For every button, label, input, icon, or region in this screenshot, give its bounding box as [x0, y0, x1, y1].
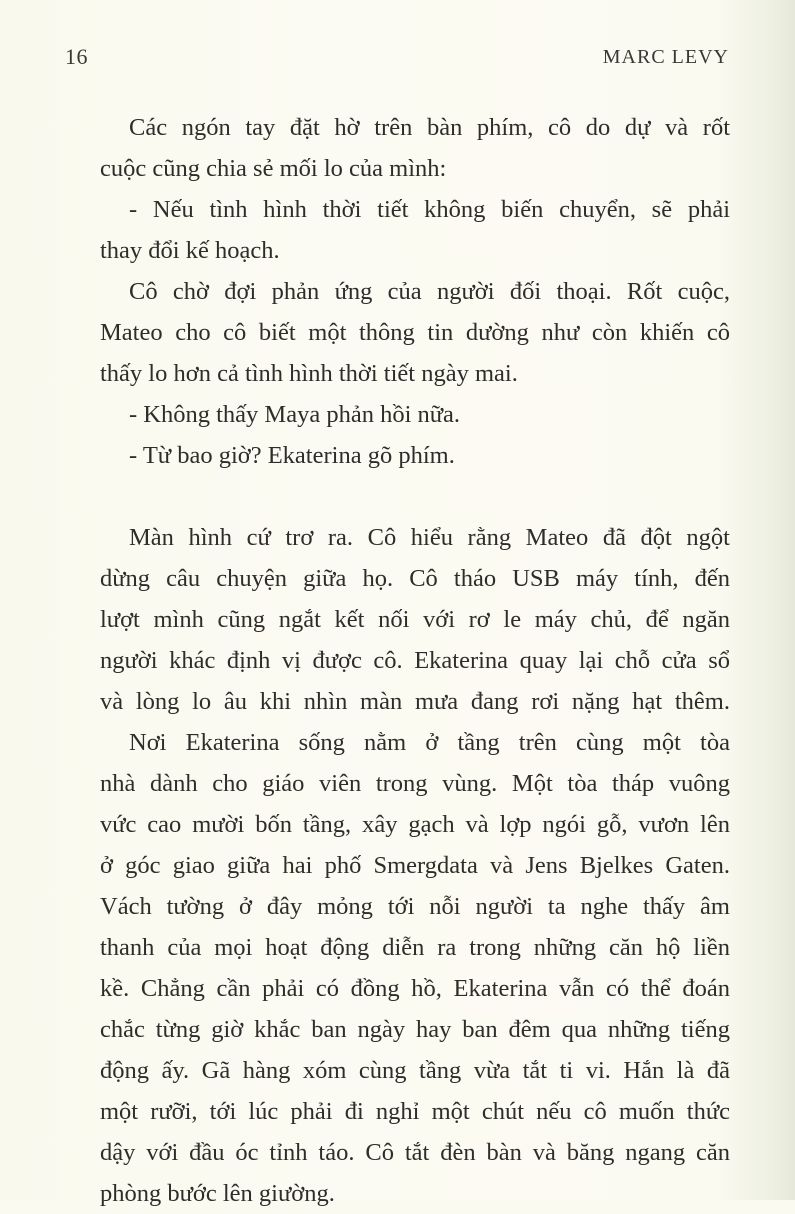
text-line: nhà dành cho giáo viên trong vùng. Một tòa tháp vuông	[100, 770, 730, 797]
text-line: Mateo cho cô biết một thông tin dường như còn khiến cô	[100, 319, 730, 346]
text-line: lượt mình cũng ngắt kết nối với rơ le máy chủ, để ngăn	[100, 606, 730, 633]
text-line: kề. Chẳng cần phải có đồng hồ, Ekaterina vẫn có thể đoán	[100, 975, 730, 1002]
text-line: Màn hình cứ trơ ra. Cô hiểu rằng Mateo đã đột ngột	[129, 524, 730, 551]
text-line: cuộc cũng chia sẻ mối lo của mình:	[100, 155, 447, 182]
text-line: thấy lo hơn cả tình hình thời tiết ngày mai.	[100, 360, 518, 387]
text-line: dậy với đầu óc tỉnh táo. Cô tắt đèn bàn và băng ngang căn	[100, 1139, 730, 1166]
text-line: Cô chờ đợi phản ứng của người đối thoại. Rốt cuộc,	[129, 278, 730, 305]
text-line: thanh của mọi hoạt động diễn ra trong những căn hộ liền	[100, 934, 730, 961]
text-line: một rưỡi, tới lúc phải đi nghỉ một chút nếu cô muốn thức	[100, 1098, 730, 1125]
text-line: Vách tường ở đây mỏng tới nỗi người ta nghe thấy âm	[100, 893, 730, 920]
text-line: dừng câu chuyện giữa họ. Cô tháo USB máy tính, đến	[100, 565, 730, 592]
text-line: phòng bước lên giường.	[100, 1180, 335, 1207]
page-number: 16	[65, 44, 88, 69]
text-line: Nơi Ekaterina sống nằm ở tầng trên cùng một tòa	[129, 729, 730, 756]
text-line: - Từ bao giờ? Ekaterina gõ phím.	[129, 442, 455, 469]
text-line: - Nếu tình hình thời tiết không biến chuyển, sẽ phải	[129, 196, 730, 223]
text-line: vức cao mười bốn tầng, xây gạch và lợp ngói gỗ, vươn lên	[100, 811, 730, 838]
text-line: chắc từng giờ khắc ban ngày hay ban đêm qua những tiếng	[100, 1016, 730, 1043]
text-line: Các ngón tay đặt hờ trên bàn phím, cô do dự và rốt	[129, 114, 730, 141]
text-line: người khác định vị được cô. Ekaterina quay lại chỗ cửa sổ	[100, 647, 730, 674]
text-line: ở góc giao giữa hai phố Smergdata và Jens Bjelkes Gaten.	[100, 852, 730, 879]
text-line: - Không thấy Maya phản hồi nữa.	[129, 401, 461, 428]
text-line: thay đổi kế hoạch.	[100, 237, 280, 264]
text-line: và lòng lo âu khi nhìn màn mưa đang rơi nặng hạt thêm.	[100, 688, 730, 715]
text-line: động ấy. Gã hàng xóm cùng tầng vừa tắt ti vi. Hắn là đã	[100, 1057, 730, 1084]
running-head-author: MARC LEVY	[602, 46, 729, 68]
page-header	[0, 44, 795, 74]
